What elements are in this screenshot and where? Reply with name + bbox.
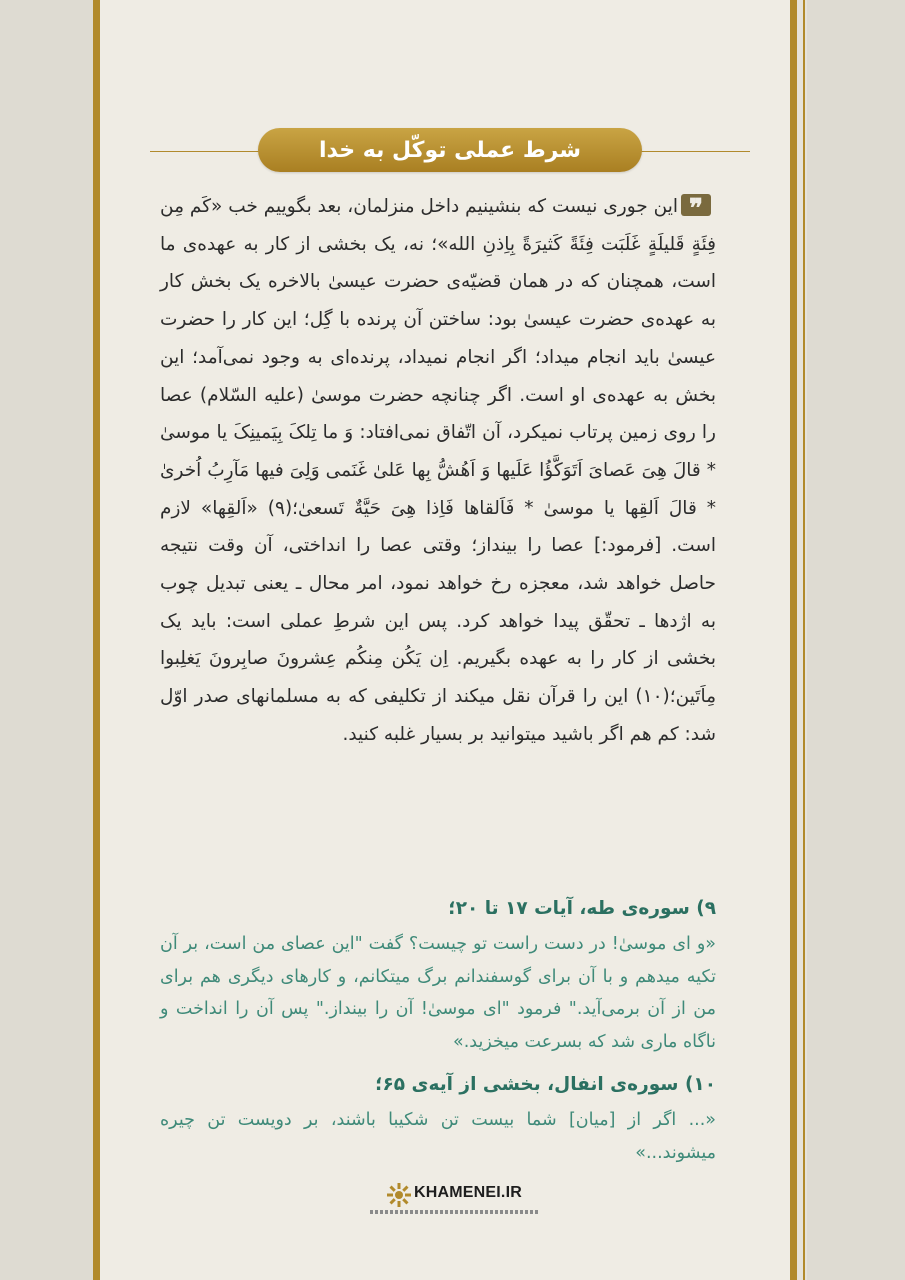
main-quote-text bbox=[160, 188, 716, 754]
khamenei-logo-icon bbox=[386, 1182, 412, 1208]
left-gold-border bbox=[93, 0, 100, 1280]
main-quote-content: این جوری نیست که بنشینیم داخل منزلمان، بعد بگوییم خب «کَم مِن فِئَةٍ قَلیلَةٍ غَلَبَت فِئَةً کَثیرَةً بِاِذنِ الله»؛ نه، یک بخشی از کار به عهده‌ی ما است، همچنان که در همان قضیّه‌ی حضرت عیسیٰ بالاخره یک بخش کار به عهده‌ی حضرت عیسیٰ بود: ساختن آن پرنده با گِل؛ این کار را حضرت عیسیٰ باید انجام میداد؛ اگر انجام نمیداد، پرنده‌ای به وجود نمی‌آمد؛ این بخش به عهده‌ی او است. اگر چنانچه حضرت موسیٰ (علیه السّلام) عصا را روی زمین پرتاب نمیکرد، آن اتّفاق نمی‌افتاد: وَ ما تِلکَ بِیَمینِکَ یا موسیٰ * قالَ هِیَ عَصایَ اَتَوَکَّؤُا عَلَیها وَ اَهُشُّ بِها عَلیٰ غَنَمی وَلِیَ فیها مَآرِبُ اُخریٰ * قالَ اَلقِها یا موسیٰ * فَاَلقاها فَاِذا هِیَ حَیَّةٌ تَسعیٰ؛(۹) «اَلقِها» لازم است. [فرمود:] عصا را بینداز؛ وقتی عصا را انداختی، آن وقت نتیجه حاصل خواهد شد، معجزه رخ خواهد نمود، امر محال ـ یعنی تبدیل چوب به اژدها ـ تحقّق پیدا خواهد کرد. پس این شرطِ عملی است: باید یک بخشی از کار را به عهده بگیریم. اِن یَکُن مِنکُم عِشرونَ صابِرونَ یَغلِبوا مِاَتَین؛(۱۰) این را قرآن نقل میکند از تکلیفی که به مسلمانهای صدر اوّل شد: کم هم اگر باشید میتوانید بر بسیار غلبه کنید. bbox=[160, 196, 716, 745]
right-gold-border bbox=[790, 0, 797, 1280]
logo-text: KHAMENEI.IR bbox=[414, 1184, 522, 1201]
quote-icon: ❞ bbox=[681, 194, 711, 216]
right-gold-thin-border bbox=[803, 0, 805, 1280]
footnote-9-text: «و ای موسیٰ! در دست راست تو چیست؟ گفت "این عصای من است، بر آن تکیه میدهم و با آن برای گوسفندانم برگ میتکانم، و کارهای دیگری هم برای من از آن برمی‌آید." فرمود "ای موسیٰ! آن را بینداز." پس آن را انداخت و ناگاه ماری شد که بسرعت میخزید.» bbox=[160, 934, 716, 1052]
title-rule-left bbox=[150, 151, 260, 152]
footnote-10-text: «... اگر از [میان] شما بیست تن شکیبا باشند، بر دویست تن چیره میشوند...» bbox=[160, 1110, 716, 1163]
title-rule-right bbox=[640, 151, 750, 152]
footnote-10-title: ۱۰) سوره‌ی انفال، بخشی از آیه‌ی ۶۵؛ bbox=[375, 1074, 716, 1095]
page-title-text: شرط عملی توکّل به خدا bbox=[318, 137, 581, 163]
footnote-9-title: ۹) سوره‌ی طه، آیات ۱۷ تا ۲۰؛ bbox=[448, 898, 716, 919]
logo-subtitle bbox=[370, 1210, 540, 1214]
left-margin bbox=[0, 0, 96, 1280]
footer-logo bbox=[370, 1176, 540, 1221]
right-margin bbox=[807, 0, 905, 1280]
page-title bbox=[258, 128, 642, 172]
